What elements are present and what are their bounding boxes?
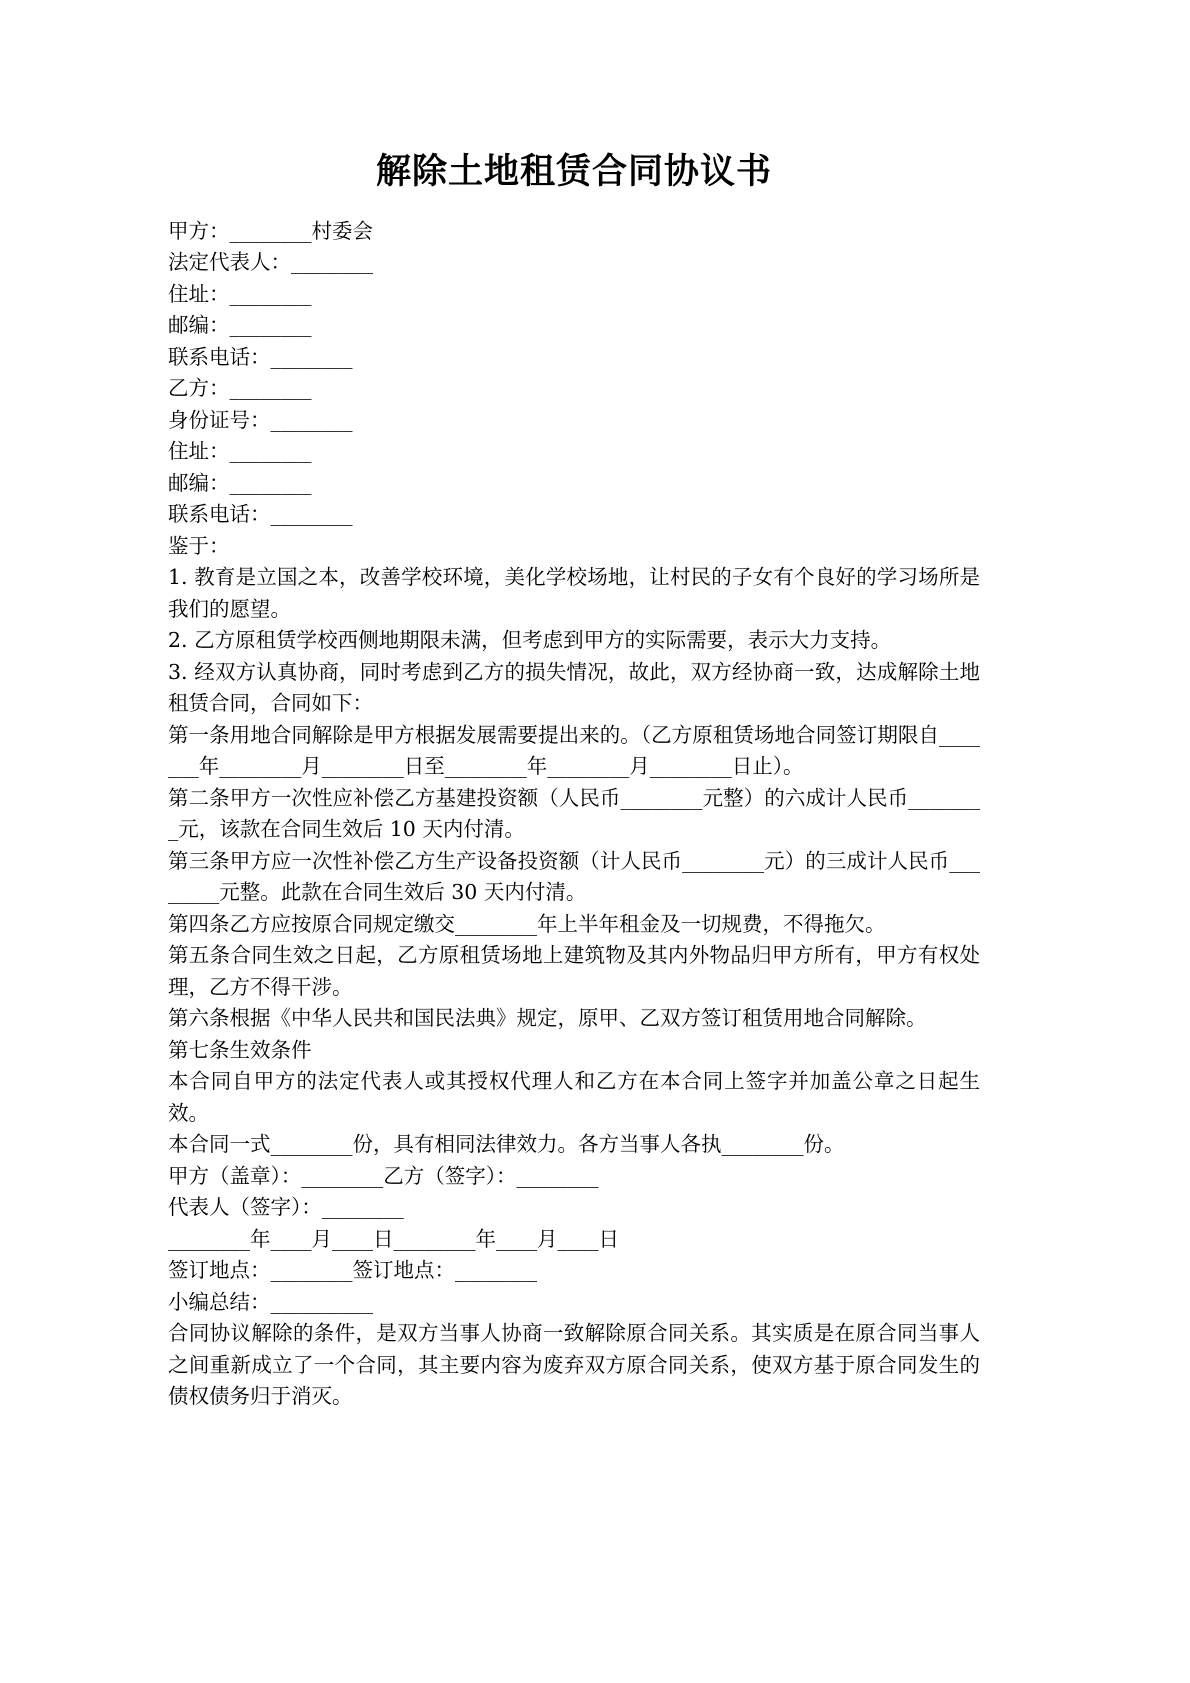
whereas-block xyxy=(168,531,980,720)
signature-line-dates: ________年____月____日________年____月____日 xyxy=(168,1226,619,1251)
whereas-item-1: 1. 教育是立国之本，改善学校环境，美化学校场地，让村民的子女有个良好的学习场所是我们的愿望。 xyxy=(168,565,980,621)
summary-paragraph: 合同协议解除的条件，是双方当事人协商一致解除原合同关系。其实质是在原合同当事人之间重新成立了一个合同，其主要内容为废弃双方原合同关系，使双方基于原合同发生的债权债务归于消灭。 xyxy=(168,1321,980,1409)
party-field-party-a: 甲方：________村委会 xyxy=(168,218,373,243)
page-title: 解除土地租赁合同协议书 xyxy=(375,151,772,192)
party-field-legal-representative: 法定代表人：________ xyxy=(168,250,373,275)
summary-label: 小编总结：__________ xyxy=(168,1289,373,1314)
party-field-address-b: 住址：________ xyxy=(168,439,312,464)
article-2: 第二条甲方一次性应补偿乙方基建投资额（人民币________元整）的六成计人民币________元，该款在合同生效后 10 天内付清。 xyxy=(168,785,980,842)
article-1: 第一条用地合同解除是甲方根据发展需要提出来的。（乙方原租赁场地合同签订期限自_______年________月________日至________年________月________日止）。 xyxy=(168,722,980,779)
whereas-item-3: 3. 经双方认真协商，同时考虑到乙方的损失情况，故此，双方经协商一致，达成解除土地租赁合同，合同如下： xyxy=(168,659,980,716)
party-field-phone-b: 联系电话：________ xyxy=(168,502,353,527)
articles-block xyxy=(168,720,980,1067)
article-3: 第三条甲方应一次性补偿乙方生产设备投资额（计人民币________元）的三成计人民币________元整。此款在合同生效后 30 天内付清。 xyxy=(168,848,980,905)
party-information-block xyxy=(168,216,980,531)
article-4: 第四条乙方应按原合同规定缴交________年上半年租金及一切规费，不得拖欠。 xyxy=(168,911,886,936)
effectiveness-block xyxy=(168,1066,980,1161)
party-field-phone-a: 联系电话：________ xyxy=(168,344,353,369)
signature-line-representative: 代表人（签字）：________ xyxy=(168,1195,404,1220)
signature-line-locations: 签订地点：________签订地点：________ xyxy=(168,1258,537,1283)
signature-line-parties: 甲方（盖章）：________乙方（签字）：________ xyxy=(168,1163,599,1188)
party-field-postcode-b: 邮编：________ xyxy=(168,470,312,495)
party-field-id-number: 身份证号：________ xyxy=(168,407,353,432)
effectiveness-clause: 本合同自甲方的法定代表人或其授权代理人和乙方在本合同上签字并加盖公章之日起生效。 xyxy=(168,1069,980,1125)
party-field-party-b: 乙方：________ xyxy=(168,376,312,401)
signature-block xyxy=(168,1161,980,1287)
party-field-address-a: 住址：________ xyxy=(168,281,312,306)
copies-clause: 本合同一式________份，具有相同法律效力。各方当事人各执________份。 xyxy=(168,1132,845,1157)
whereas-item-2: 2. 乙方原租赁学校西侧地期限未满，但考虑到甲方的实际需要，表示大力支持。 xyxy=(168,628,892,653)
party-field-postcode-a: 邮编：________ xyxy=(168,313,312,338)
article-7: 第七条生效条件 xyxy=(168,1037,312,1062)
article-5: 第五条合同生效之日起，乙方原租赁场地上建筑物及其内外物品归甲方所有，甲方有权处理，乙方不得干涉。 xyxy=(168,943,980,999)
whereas-label: 鉴于： xyxy=(168,533,230,558)
summary-block xyxy=(168,1287,980,1413)
article-6: 第六条根据《中华人民共和国民法典》规定，原甲、乙双方签订租赁用地合同解除。 xyxy=(168,1006,927,1031)
